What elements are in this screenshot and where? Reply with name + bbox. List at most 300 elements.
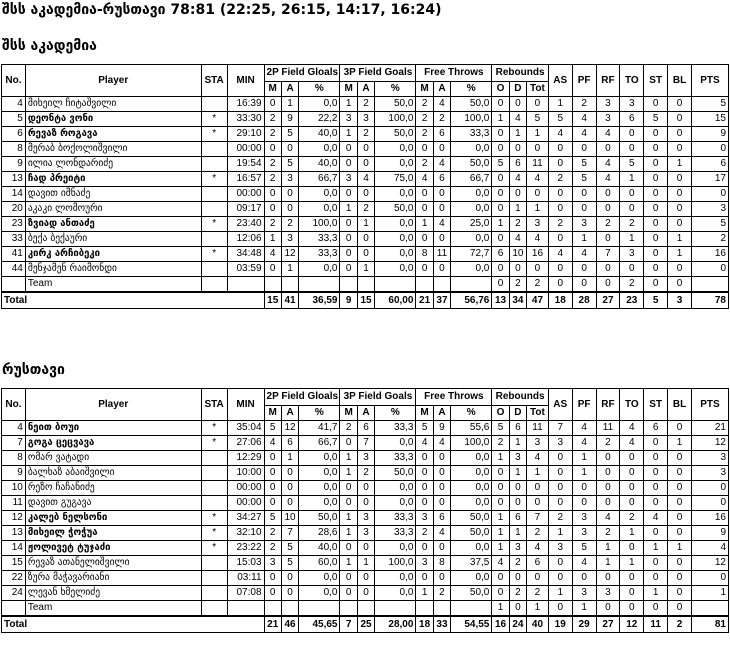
subheader-m: M [340,82,357,97]
stat-a3: 0 [357,232,374,247]
stat-mft: 0 [416,451,433,466]
stat-p3: 50,0 [375,97,416,112]
team-stat-bl: 0 [668,601,692,617]
stat-as: 0 [548,232,572,247]
stat-pf: 0 [572,187,596,202]
total-p2: 36,59 [299,292,340,309]
stat-rf: 4 [596,127,620,142]
stat-d: 0 [509,496,526,511]
header-ft: Free Throws [416,65,492,82]
header-rf: RF [596,65,620,97]
stat-aft: 4 [433,436,450,451]
stat-a3: 3 [357,112,374,127]
total-p3: 60,00 [375,292,416,309]
team-row-pts [691,277,728,293]
stat-bl: 0 [668,262,692,277]
stat-mft: 2 [416,112,433,127]
table-row [2,421,729,436]
player-name: ომარ ვატადი [25,451,201,466]
stat-d: 6 [509,157,526,172]
stat-aft: 8 [433,556,450,571]
jersey-number: 41 [2,247,26,262]
stat-pts: 1 [691,586,728,601]
header-sta: STA [201,65,227,97]
stat-st: 4 [644,511,668,526]
table-row [2,481,729,496]
starter-mark [201,481,227,496]
stat-st: 0 [644,97,668,112]
team-row-empty [433,277,450,293]
subheader-tot: Tot [527,406,549,421]
stat-a3: 1 [357,556,374,571]
stat-o: 0 [492,496,509,511]
stat-a3: 0 [357,586,374,601]
stat-o: 2 [492,436,509,451]
stat-a2: 9 [281,112,298,127]
stat-mft: 0 [416,571,433,586]
stat-rf: 7 [596,247,620,262]
table-row [2,556,729,571]
stat-pf: 3 [572,586,596,601]
team-stat-as: 0 [548,277,572,293]
stat-o: 0 [492,142,509,157]
player-name: კირკ არჩიბეკი [25,247,201,262]
stat-p2: 41,7 [299,421,340,436]
stat-st: 0 [644,157,668,172]
stat-st: 0 [644,187,668,202]
starter-mark: * [201,172,227,187]
stat-pts: 3 [691,202,728,217]
team-row-no [2,601,26,617]
minutes: 00:00 [227,481,264,496]
stat-a2: 1 [281,451,298,466]
stat-aft: 4 [433,97,450,112]
team-stat-pf: 1 [572,601,596,617]
stat-o: 1 [492,541,509,556]
stat-st: 0 [644,247,668,262]
stat-tot: 16 [527,247,549,262]
stat-m3: 2 [340,421,357,436]
subheader-m: M [340,406,357,421]
stat-bl: 0 [668,202,692,217]
stat-bl: 0 [668,526,692,541]
stat-aft: 2 [433,112,450,127]
stat-pf: 0 [572,262,596,277]
team-row-empty [281,277,298,293]
stat-p2: 22,2 [299,112,340,127]
stat-pts: 0 [691,481,728,496]
stat-st: 0 [644,172,668,187]
stat-to: 0 [620,586,644,601]
stat-aft: 0 [433,571,450,586]
header-to: TO [620,389,644,421]
stat-mft: 1 [416,217,433,232]
stat-a2: 10 [281,511,298,526]
stat-bl: 0 [668,172,692,187]
stat-as: 5 [548,112,572,127]
stat-pft: 100,0 [451,436,492,451]
stat-to: 2 [620,511,644,526]
stat-a3: 3 [357,451,374,466]
team-stat-pf: 0 [572,277,596,293]
team-stat-tot: 2 [527,277,549,293]
subheader-pct: % [299,406,340,421]
team-stat-rf: 0 [596,601,620,617]
stat-st: 1 [644,541,668,556]
jersey-number: 13 [2,172,26,187]
total-pf: 28 [572,292,596,309]
stat-m2: 0 [264,262,281,277]
minutes: 15:03 [227,556,264,571]
total-pf: 29 [572,616,596,633]
total-m2: 15 [264,292,281,309]
stat-aft: 0 [433,481,450,496]
header-rf: RF [596,389,620,421]
stat-bl: 0 [668,421,692,436]
stat-tot: 6 [527,556,549,571]
stat-bl: 0 [668,112,692,127]
stat-rf: 0 [596,262,620,277]
stat-m2: 2 [264,526,281,541]
stat-rf: 0 [596,142,620,157]
stat-o: 0 [492,97,509,112]
minutes: 23:40 [227,217,264,232]
stat-bl: 0 [668,187,692,202]
header-st: ST [644,389,668,421]
stat-to: 0 [620,496,644,511]
starter-mark [201,571,227,586]
stat-m2: 1 [264,232,281,247]
team-row [2,601,729,617]
total-m3: 9 [340,292,357,309]
stat-as: 4 [548,247,572,262]
stat-tot: 5 [527,112,549,127]
team-stat-bl: 0 [668,277,692,293]
stat-m3: 0 [340,187,357,202]
stat-as: 0 [548,142,572,157]
team-stat-d: 2 [509,277,526,293]
stat-p2: 66,7 [299,436,340,451]
subheader-a: A [281,406,298,421]
stat-aft: 4 [433,157,450,172]
stat-rf: 11 [596,421,620,436]
stat-p3: 0,0 [375,232,416,247]
team-row-empty [375,601,416,617]
team-stat-tot: 1 [527,601,549,617]
stat-mft: 0 [416,142,433,157]
stat-mft: 0 [416,481,433,496]
stat-p3: 33,3 [375,511,416,526]
team-row-no [2,277,26,293]
header-3p: 3P Field Goals [340,389,416,406]
stat-rf: 0 [596,466,620,481]
game-title: შსს აკადემია-რუსთავი 78:81 (22:25, 26:15, 14:17, 16:24) [2,2,442,18]
subheader-m: M [416,406,433,421]
stat-bl: 0 [668,586,692,601]
stat-p3: 0,0 [375,481,416,496]
stat-mft: 0 [416,466,433,481]
stat-pft: 0,0 [451,541,492,556]
stat-m2: 0 [264,142,281,157]
stat-m2: 4 [264,436,281,451]
stat-a2: 6 [281,436,298,451]
stat-as: 0 [548,556,572,571]
table-row [2,202,729,217]
stat-pf: 1 [572,466,596,481]
stat-to: 2 [620,217,644,232]
stat-a2: 7 [281,526,298,541]
stat-pts: 17 [691,172,728,187]
jersey-number: 7 [2,436,26,451]
stat-st: 0 [644,556,668,571]
header-bl: BL [668,65,692,97]
total-to: 12 [620,616,644,633]
stat-rf: 0 [596,571,620,586]
stat-to: 0 [620,127,644,142]
stat-p3: 0,0 [375,496,416,511]
jersey-number: 8 [2,142,26,157]
stat-pft: 50,0 [451,97,492,112]
stat-pts: 0 [691,496,728,511]
total-p2: 45,65 [299,616,340,633]
jersey-number: 9 [2,466,26,481]
total-mft: 21 [416,292,433,309]
stat-to: 5 [620,157,644,172]
stat-d: 1 [509,202,526,217]
team-row-empty [340,277,357,293]
total-tot: 40 [527,616,549,633]
stat-mft: 8 [416,247,433,262]
stat-to: 3 [620,97,644,112]
stat-o: 1 [492,511,509,526]
stat-m2: 4 [264,247,281,262]
jersey-number: 14 [2,541,26,556]
stat-p3: 0,0 [375,217,416,232]
stat-pts: 16 [691,511,728,526]
header-3p: 3P Field Goals [340,65,416,82]
team-row-empty [416,601,433,617]
total-to: 23 [620,292,644,309]
stat-st: 0 [644,481,668,496]
minutes: 03:11 [227,571,264,586]
subheader-pct: % [375,82,416,97]
stat-pft: 0,0 [451,262,492,277]
player-name: ზვიად ანთაძე [25,217,201,232]
stat-a2: 1 [281,97,298,112]
header-pts: PTS [691,65,728,97]
stat-pts: 12 [691,556,728,571]
stat-m3: 1 [340,526,357,541]
stat-tot: 11 [527,157,549,172]
stat-tot: 0 [527,571,549,586]
stat-mft: 3 [416,511,433,526]
starter-mark [201,451,227,466]
subheader-a: A [357,406,374,421]
stat-m2: 0 [264,481,281,496]
stat-pf: 4 [572,127,596,142]
stat-st: 0 [644,142,668,157]
stat-p2: 66,7 [299,172,340,187]
stat-a2: 0 [281,466,298,481]
stat-tot: 1 [527,127,549,142]
stat-pf: 3 [572,217,596,232]
team-row-label: Team [25,601,201,617]
player-name: ნეით ბოუი [25,421,201,436]
stat-as: 4 [548,127,572,142]
stat-aft: 6 [433,511,450,526]
stat-p2: 100,0 [299,217,340,232]
stat-p2: 33,3 [299,247,340,262]
stat-o: 1 [492,112,509,127]
stat-pft: 0,0 [451,466,492,481]
total-d: 24 [509,616,526,633]
stat-p2: 40,0 [299,127,340,142]
team-row-empty [416,277,433,293]
team-row-empty [264,277,281,293]
total-a3: 15 [357,292,374,309]
stat-p3: 0,0 [375,187,416,202]
jersey-number: 44 [2,262,26,277]
minutes: 12:06 [227,232,264,247]
stat-aft: 0 [433,142,450,157]
stat-d: 2 [509,217,526,232]
stat-as: 0 [548,157,572,172]
stat-o: 0 [492,481,509,496]
stat-p3: 0,0 [375,262,416,277]
starter-mark: * [201,127,227,142]
jersey-number: 8 [2,451,26,466]
stat-as: 0 [548,187,572,202]
stat-d: 1 [509,127,526,142]
player-name: დავით იმნაძე [25,187,201,202]
stat-mft: 0 [416,262,433,277]
subheader-a: A [433,82,450,97]
header-player: Player [25,389,201,421]
stat-bl: 1 [668,247,692,262]
stat-a2: 1 [281,262,298,277]
minutes: 16:57 [227,172,264,187]
stat-rf: 0 [596,232,620,247]
team-row-label: Team [25,277,201,293]
total-a2: 41 [281,292,298,309]
starter-mark [201,262,227,277]
stat-pf: 5 [572,172,596,187]
jersey-number: 12 [2,511,26,526]
player-name: ჩად პრეიტი [25,172,201,187]
stat-to: 0 [620,466,644,481]
stat-p3: 100,0 [375,556,416,571]
stat-bl: 0 [668,571,692,586]
team-row-empty [264,601,281,617]
stat-to: 0 [620,451,644,466]
stat-a3: 4 [357,172,374,187]
stat-mft: 2 [416,97,433,112]
jersey-number: 15 [2,556,26,571]
stat-as: 0 [548,571,572,586]
stat-pft: 0,0 [451,496,492,511]
stat-m2: 0 [264,187,281,202]
stat-aft: 0 [433,262,450,277]
stat-tot: 1 [527,466,549,481]
stat-pf: 4 [572,436,596,451]
stat-m2: 0 [264,586,281,601]
stat-a2: 0 [281,481,298,496]
stat-a3: 2 [357,127,374,142]
stat-d: 0 [509,97,526,112]
stat-d: 10 [509,247,526,262]
stat-rf: 4 [596,157,620,172]
stat-d: 1 [509,526,526,541]
stat-as: 2 [548,511,572,526]
player-name: ბექა ბექაური [25,232,201,247]
stat-pts: 9 [691,526,728,541]
stat-m3: 0 [340,481,357,496]
stat-pft: 50,0 [451,511,492,526]
stat-a2: 0 [281,586,298,601]
stat-tot: 11 [527,421,549,436]
stat-m2: 2 [264,112,281,127]
player-name: ლევან ხმელიძე [25,586,201,601]
stat-mft: 5 [416,421,433,436]
stat-aft: 6 [433,172,450,187]
total-bl: 3 [668,292,692,309]
stat-d: 0 [509,262,526,277]
stat-pft: 0,0 [451,142,492,157]
stat-m2: 0 [264,466,281,481]
player-name: რევაზ როგავა [25,127,201,142]
team-stat-d: 0 [509,601,526,617]
stat-d: 4 [509,112,526,127]
stat-bl: 0 [668,217,692,232]
stat-st: 0 [644,466,668,481]
stat-m3: 1 [340,511,357,526]
stat-d: 6 [509,511,526,526]
stat-o: 0 [492,127,509,142]
stat-a2: 2 [281,217,298,232]
stat-o: 0 [492,586,509,601]
minutes: 27:06 [227,436,264,451]
stat-m3: 0 [340,571,357,586]
stat-p2: 0,0 [299,202,340,217]
stat-a2: 3 [281,172,298,187]
stat-bl: 1 [668,157,692,172]
stat-a3: 0 [357,541,374,556]
stat-tot: 0 [527,481,549,496]
stat-to: 3 [620,247,644,262]
team-row-pts [691,601,728,617]
stat-o: 1 [492,217,509,232]
stat-bl: 0 [668,481,692,496]
team-stat-o: 0 [492,277,509,293]
stat-a3: 0 [357,157,374,172]
stat-rf: 4 [596,511,620,526]
stat-bl: 0 [668,97,692,112]
stat-pf: 2 [572,97,596,112]
stat-d: 1 [509,466,526,481]
minutes: 32:10 [227,526,264,541]
team-row-empty [227,601,264,617]
stat-m3: 0 [340,247,357,262]
jersey-number: 5 [2,112,26,127]
player-name: ილია ლონდარიძე [25,157,201,172]
stat-pts: 21 [691,421,728,436]
total-rf: 27 [596,292,620,309]
header-no: No. [2,65,26,97]
subheader-d: D [509,406,526,421]
minutes: 34:27 [227,511,264,526]
total-tot: 47 [527,292,549,309]
stat-pft: 0,0 [451,571,492,586]
